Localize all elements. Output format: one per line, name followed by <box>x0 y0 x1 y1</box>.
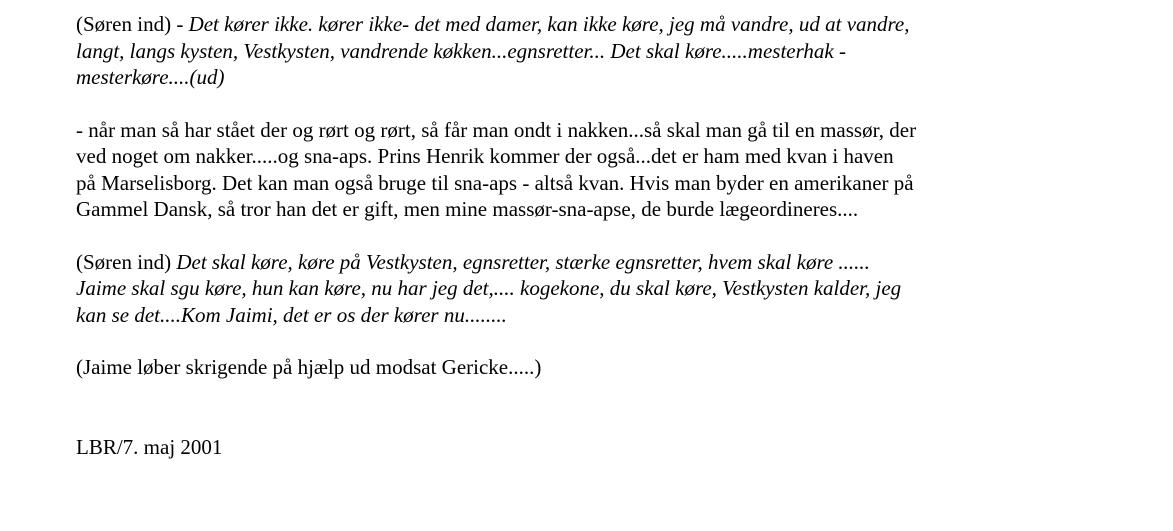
signature-text: LBR/7. maj 2001 <box>76 434 223 459</box>
spoken-text: Jaime skal sgu køre, hun kan køre, nu har jeg det,.... kogekone, du skal køre, Vestkysten kalder, jeg <box>76 276 902 300</box>
text-line: på Marselisborg. Det kan man også bruge til sna-aps - altså kvan. Hvis man byder en amerikaner på <box>76 170 914 195</box>
signature-date <box>76 434 1136 461</box>
text-line <box>76 64 1136 91</box>
paragraph-massor <box>76 117 1136 223</box>
paragraph-soren-ind-2 <box>76 249 1136 329</box>
spoken-text: Det kører ikke. kører ikke- det med damer, kan ikke køre, jeg må vandre, ud at vandre, <box>188 12 910 36</box>
paragraph-jaime-exit <box>76 354 1136 381</box>
paragraph-soren-ind-1 <box>76 11 1136 91</box>
stage-direction: (Søren ind) <box>76 249 177 274</box>
text-line: Gammel Dansk, så tror han det er gift, men mine massør-sna-apse, de burde lægeordineres.... <box>76 197 859 221</box>
text-line <box>76 302 1136 329</box>
text-line <box>76 275 1136 302</box>
spoken-text: kan se det....Kom Jaimi, det er os der kører nu........ <box>76 302 507 327</box>
text-line <box>76 11 1136 38</box>
stage-direction: (Søren ind) - <box>76 12 189 36</box>
text-line <box>76 249 1136 276</box>
spoken-text: langt, langs kysten, Vestkysten, vandrende køkken...egnsretter... Det skal køre.....mesterhak - <box>76 38 846 63</box>
stage-direction-line: (Jaime løber skrigende på hjælp ud modsat Gericke.....) <box>76 355 542 379</box>
document-page <box>76 11 1136 460</box>
text-line: - når man så har stået der og rørt og rørt, så får man ondt i nakken...så skal man gå til en massør, der <box>76 117 917 142</box>
text-line: ved noget om nakker.....og sna-aps. Prins Henrik kommer der også...det er ham med kvan i haven <box>76 144 894 168</box>
spoken-text: Det skal køre, køre på Vestkysten, egnsretter, stærke egnsretter, hvem skal køre ...... <box>176 249 870 274</box>
spoken-text: mesterkøre....(ud) <box>76 65 225 89</box>
text-line <box>76 38 1136 65</box>
